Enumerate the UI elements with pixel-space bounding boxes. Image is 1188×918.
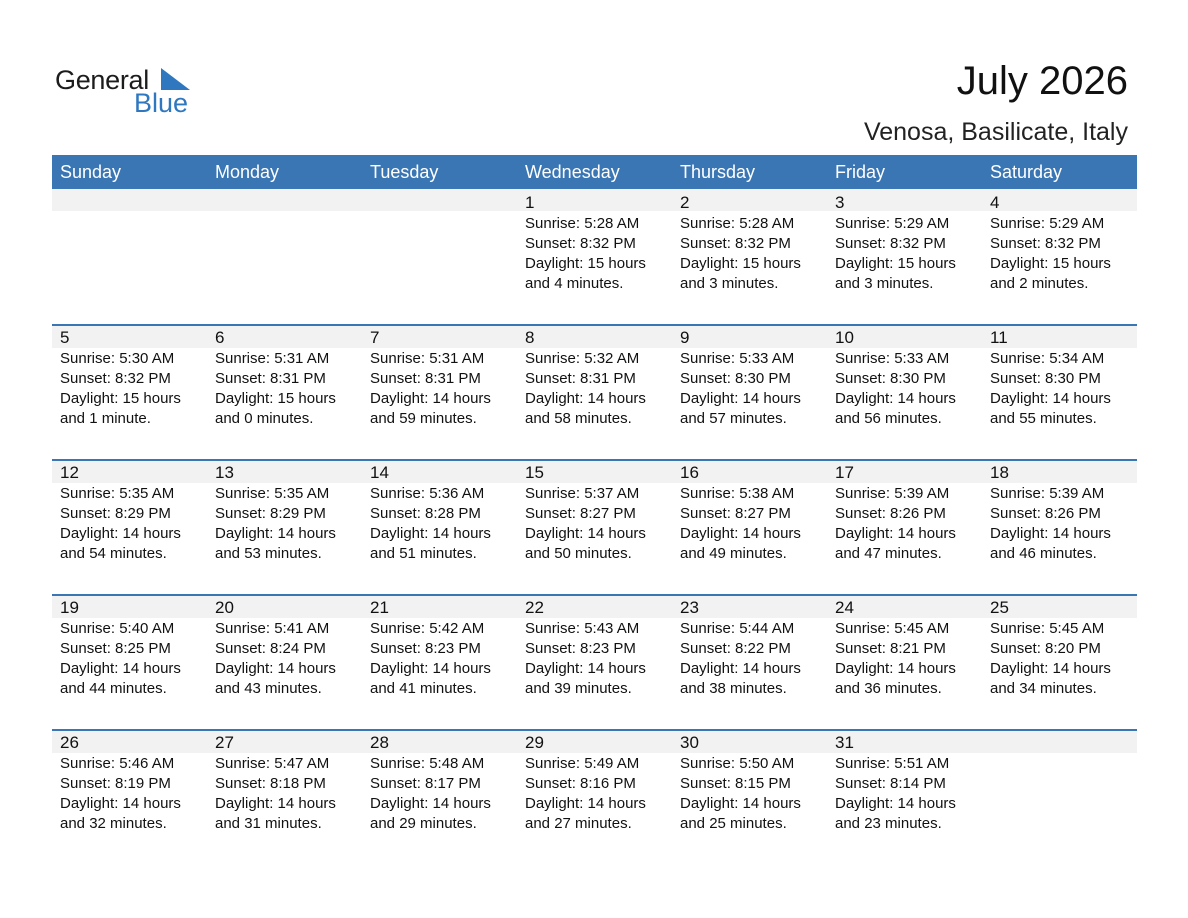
day-cell: [362, 324, 517, 459]
daylight-text: Daylight: 15 hours: [835, 255, 956, 272]
daylight-minutes-text: and 36 minutes.: [835, 680, 942, 697]
day-cell: [517, 594, 672, 729]
weekday-friday: Friday: [835, 162, 886, 182]
day-number: 30: [680, 733, 699, 752]
calendar-location: Venosa, Basilicate, Italy: [863, 118, 1128, 146]
day-sun-info: [835, 754, 956, 834]
sunset-text: Sunset: 8:31 PM: [525, 370, 636, 387]
day-cell: [517, 729, 672, 864]
sunrise-text: Sunrise: 5:38 AM: [680, 485, 795, 502]
sunset-text: Sunset: 8:15 PM: [680, 775, 791, 792]
day-number: 10: [835, 328, 854, 347]
day-number: 11: [990, 328, 1008, 347]
sunrise-text: Sunrise: 5:42 AM: [370, 620, 485, 637]
day-cell: [982, 594, 1137, 729]
daylight-text: Daylight: 14 hours: [835, 390, 956, 407]
daylight-text: Daylight: 14 hours: [60, 525, 181, 542]
day-sun-info: [525, 619, 646, 699]
sunset-text: Sunset: 8:16 PM: [525, 775, 636, 792]
day-number: 26: [60, 733, 79, 752]
day-cell: [982, 189, 1137, 324]
daylight-text: Daylight: 14 hours: [990, 660, 1111, 677]
day-number: 24: [835, 598, 854, 617]
daylight-text: Daylight: 14 hours: [680, 525, 801, 542]
day-number: 17: [835, 463, 854, 482]
sunset-text: Sunset: 8:21 PM: [835, 640, 946, 657]
daylight-minutes-text: and 29 minutes.: [370, 815, 477, 832]
sunset-text: Sunset: 8:17 PM: [370, 775, 481, 792]
daylight-text: Daylight: 14 hours: [215, 795, 336, 812]
day-number: 1: [525, 193, 535, 212]
sunset-text: Sunset: 8:32 PM: [680, 235, 791, 252]
day-sun-info: [835, 214, 956, 294]
day-sun-info: [525, 754, 646, 834]
sunrise-text: Sunrise: 5:43 AM: [525, 620, 640, 637]
daylight-minutes-text: and 4 minutes.: [525, 275, 624, 292]
day-number: 21: [370, 598, 389, 617]
day-number: 5: [60, 328, 70, 347]
day-number: 25: [990, 598, 1009, 617]
daylight-minutes-text: and 41 minutes.: [370, 680, 477, 697]
daylight-text: Daylight: 15 hours: [215, 390, 336, 407]
sunset-text: Sunset: 8:27 PM: [680, 505, 791, 522]
daylight-text: Daylight: 14 hours: [215, 525, 336, 542]
day-cell: [52, 459, 207, 594]
sunrise-text: Sunrise: 5:31 AM: [215, 350, 330, 367]
day-number: 15: [525, 463, 544, 482]
day-cell: [672, 459, 827, 594]
daylight-text: Daylight: 14 hours: [370, 660, 491, 677]
sunset-text: Sunset: 8:26 PM: [835, 505, 946, 522]
day-number: 14: [370, 463, 389, 482]
sunrise-text: Sunrise: 5:45 AM: [990, 620, 1105, 637]
daylight-minutes-text: and 53 minutes.: [215, 545, 322, 562]
sunset-text: Sunset: 8:22 PM: [680, 640, 791, 657]
sunset-text: Sunset: 8:32 PM: [60, 370, 171, 387]
day-sun-info: [990, 619, 1111, 699]
daylight-text: Daylight: 14 hours: [990, 525, 1111, 542]
day-number: 20: [215, 598, 234, 617]
daylight-text: Daylight: 14 hours: [680, 660, 801, 677]
daylight-minutes-text: and 25 minutes.: [680, 815, 787, 832]
daylight-minutes-text: and 39 minutes.: [525, 680, 632, 697]
sunrise-text: Sunrise: 5:39 AM: [990, 485, 1105, 502]
day-number: 12: [60, 463, 79, 482]
day-number: 19: [60, 598, 79, 617]
daylight-text: Daylight: 14 hours: [680, 390, 801, 407]
day-cell: [827, 459, 982, 594]
sunset-text: Sunset: 8:32 PM: [990, 235, 1101, 252]
sunrise-text: Sunrise: 5:31 AM: [370, 350, 485, 367]
day-number: 2: [680, 193, 690, 212]
day-cell: [672, 594, 827, 729]
daylight-text: Daylight: 14 hours: [835, 795, 956, 812]
daylight-minutes-text: and 47 minutes.: [835, 545, 942, 562]
weekday-wednesday: Wednesday: [525, 162, 620, 182]
daylight-text: Daylight: 15 hours: [60, 390, 181, 407]
daylight-minutes-text: and 2 minutes.: [990, 275, 1089, 292]
sunrise-text: Sunrise: 5:39 AM: [835, 485, 950, 502]
day-cell: [827, 324, 982, 459]
sunrise-text: Sunrise: 5:35 AM: [215, 485, 330, 502]
daylight-minutes-text: and 51 minutes.: [370, 545, 477, 562]
day-cell: [827, 729, 982, 864]
day-cell: [827, 189, 982, 324]
sunset-text: Sunset: 8:32 PM: [835, 235, 946, 252]
daylight-minutes-text: and 3 minutes.: [680, 275, 779, 292]
daylight-text: Daylight: 14 hours: [525, 795, 646, 812]
daylight-minutes-text: and 23 minutes.: [835, 815, 942, 832]
sunset-text: Sunset: 8:25 PM: [60, 640, 171, 657]
daylight-text: Daylight: 14 hours: [370, 525, 491, 542]
sunset-text: Sunset: 8:31 PM: [370, 370, 481, 387]
sunrise-text: Sunrise: 5:48 AM: [370, 755, 485, 772]
day-cell: [517, 459, 672, 594]
logo-general-text: General: [55, 65, 149, 95]
day-sun-info: [835, 349, 956, 429]
daylight-minutes-text: and 32 minutes.: [60, 815, 167, 832]
day-cell: [517, 324, 672, 459]
sunset-text: Sunset: 8:30 PM: [680, 370, 791, 387]
sunrise-text: Sunrise: 5:36 AM: [370, 485, 485, 502]
day-sun-info: [525, 349, 646, 429]
sunrise-text: Sunrise: 5:51 AM: [835, 755, 950, 772]
logo-triangle-icon: [161, 68, 191, 90]
day-number: 27: [215, 733, 234, 752]
daylight-minutes-text: and 38 minutes.: [680, 680, 787, 697]
sunrise-text: Sunrise: 5:29 AM: [990, 215, 1105, 232]
day-number: 4: [990, 193, 1000, 212]
day-sun-info: [60, 349, 181, 429]
sunset-text: Sunset: 8:29 PM: [215, 505, 326, 522]
day-sun-info: [990, 214, 1111, 294]
daylight-text: Daylight: 14 hours: [835, 660, 956, 677]
sunrise-text: Sunrise: 5:33 AM: [835, 350, 950, 367]
sunset-text: Sunset: 8:23 PM: [370, 640, 481, 657]
day-sun-info: [215, 754, 336, 834]
daylight-minutes-text: and 27 minutes.: [525, 815, 632, 832]
weekday-saturday: Saturday: [990, 162, 1063, 182]
day-number: 28: [370, 733, 389, 752]
sunrise-text: Sunrise: 5:37 AM: [525, 485, 640, 502]
sunrise-text: Sunrise: 5:47 AM: [215, 755, 330, 772]
day-sun-info: [680, 214, 801, 294]
daylight-minutes-text: and 34 minutes.: [990, 680, 1097, 697]
sunrise-text: Sunrise: 5:46 AM: [60, 755, 175, 772]
day-number: 31: [835, 733, 854, 752]
daylight-minutes-text: and 0 minutes.: [215, 410, 314, 427]
daylight-text: Daylight: 14 hours: [835, 525, 956, 542]
day-sun-info: [60, 484, 181, 564]
sunset-text: Sunset: 8:19 PM: [60, 775, 171, 792]
daylight-text: Daylight: 14 hours: [525, 390, 646, 407]
week-row: [52, 189, 1137, 324]
daylight-minutes-text: and 57 minutes.: [680, 410, 787, 427]
day-cell: [207, 459, 362, 594]
sunset-text: Sunset: 8:29 PM: [60, 505, 171, 522]
sunset-text: Sunset: 8:30 PM: [835, 370, 946, 387]
day-cell: [362, 594, 517, 729]
day-sun-info: [60, 619, 181, 699]
day-sun-info: [370, 484, 491, 564]
day-sun-info: [215, 484, 336, 564]
sunset-text: Sunset: 8:30 PM: [990, 370, 1101, 387]
day-number: 7: [370, 328, 380, 347]
day-sun-info: [835, 619, 956, 699]
day-sun-info: [680, 349, 801, 429]
daylight-text: Daylight: 14 hours: [60, 795, 181, 812]
day-cell: [207, 729, 362, 864]
sunrise-text: Sunrise: 5:35 AM: [60, 485, 175, 502]
day-cell: [207, 324, 362, 459]
week-row: [52, 459, 1137, 594]
logo: [55, 64, 215, 120]
day-number: 22: [525, 598, 544, 617]
day-cell: [517, 189, 672, 324]
daylight-minutes-text: and 58 minutes.: [525, 410, 632, 427]
sunrise-text: Sunrise: 5:32 AM: [525, 350, 640, 367]
day-cell: [52, 729, 207, 864]
weekday-monday: Monday: [215, 162, 280, 182]
daylight-text: Daylight: 14 hours: [525, 525, 646, 542]
daylight-text: Daylight: 14 hours: [215, 660, 336, 677]
day-cell: [207, 594, 362, 729]
sunset-text: Sunset: 8:23 PM: [525, 640, 636, 657]
day-number: 23: [680, 598, 699, 617]
daylight-minutes-text: and 56 minutes.: [835, 410, 942, 427]
daylight-text: Daylight: 14 hours: [525, 660, 646, 677]
daylight-minutes-text: and 49 minutes.: [680, 545, 787, 562]
daylight-text: Daylight: 14 hours: [60, 660, 181, 677]
sunrise-text: Sunrise: 5:33 AM: [680, 350, 795, 367]
day-number: 13: [215, 463, 234, 482]
daylight-minutes-text: and 44 minutes.: [60, 680, 167, 697]
day-number: 9: [680, 328, 690, 347]
day-sun-info: [680, 754, 801, 834]
daylight-text: Daylight: 14 hours: [370, 390, 491, 407]
day-number: 8: [525, 328, 535, 347]
daylight-minutes-text: and 43 minutes.: [215, 680, 322, 697]
sunrise-text: Sunrise: 5:34 AM: [990, 350, 1105, 367]
day-sun-info: [60, 754, 181, 834]
logo-blue-text: Blue: [134, 88, 189, 118]
day-cell: [672, 189, 827, 324]
week-row: [52, 729, 1137, 864]
daylight-text: Daylight: 15 hours: [525, 255, 646, 272]
day-cell: [362, 459, 517, 594]
daylight-minutes-text: and 50 minutes.: [525, 545, 632, 562]
day-sun-info: [525, 484, 646, 564]
sunset-text: Sunset: 8:27 PM: [525, 505, 636, 522]
day-cell: [52, 594, 207, 729]
weekday-thursday: Thursday: [680, 162, 756, 182]
daylight-minutes-text: and 59 minutes.: [370, 410, 477, 427]
day-number: 16: [680, 463, 699, 482]
sunset-text: Sunset: 8:26 PM: [990, 505, 1101, 522]
day-sun-info: [215, 619, 336, 699]
sunrise-text: Sunrise: 5:41 AM: [215, 620, 330, 637]
day-number: 6: [215, 328, 225, 347]
day-cell: [982, 459, 1137, 594]
sunset-text: Sunset: 8:32 PM: [525, 235, 636, 252]
day-sun-info: [370, 349, 491, 429]
sunset-text: Sunset: 8:14 PM: [835, 775, 946, 792]
day-sun-info: [525, 214, 646, 294]
daylight-minutes-text: and 46 minutes.: [990, 545, 1097, 562]
day-sun-info: [680, 619, 801, 699]
weekday-header: [52, 155, 1137, 189]
day-sun-info: [990, 484, 1111, 564]
week-row: [52, 594, 1137, 729]
sunset-text: Sunset: 8:24 PM: [215, 640, 326, 657]
sunset-text: Sunset: 8:18 PM: [215, 775, 326, 792]
day-number: 18: [990, 463, 1009, 482]
daylight-minutes-text: and 31 minutes.: [215, 815, 322, 832]
weekday-tuesday: Tuesday: [370, 162, 439, 182]
daylight-minutes-text: and 55 minutes.: [990, 410, 1097, 427]
calendar-title: July 2026: [956, 59, 1128, 103]
day-number: 29: [525, 733, 544, 752]
day-number: 3: [835, 193, 845, 212]
sunrise-text: Sunrise: 5:28 AM: [680, 215, 795, 232]
sunrise-text: Sunrise: 5:44 AM: [680, 620, 795, 637]
day-sun-info: [370, 619, 491, 699]
daylight-text: Daylight: 15 hours: [990, 255, 1111, 272]
daylight-text: Daylight: 14 hours: [680, 795, 801, 812]
daylight-text: Daylight: 15 hours: [680, 255, 801, 272]
day-sun-info: [215, 349, 336, 429]
day-cell: [672, 324, 827, 459]
daylight-text: Daylight: 14 hours: [990, 390, 1111, 407]
sunrise-text: Sunrise: 5:29 AM: [835, 215, 950, 232]
day-cell: [982, 324, 1137, 459]
daylight-text: Daylight: 14 hours: [370, 795, 491, 812]
day-sun-info: [370, 754, 491, 834]
day-cell: [827, 594, 982, 729]
daylight-minutes-text: and 54 minutes.: [60, 545, 167, 562]
day-sun-info: [990, 349, 1111, 429]
sunrise-text: Sunrise: 5:49 AM: [525, 755, 640, 772]
weekday-sunday: Sunday: [60, 162, 122, 182]
sunset-text: Sunset: 8:20 PM: [990, 640, 1101, 657]
day-sun-info: [680, 484, 801, 564]
day-cell: [362, 729, 517, 864]
sunrise-text: Sunrise: 5:40 AM: [60, 620, 175, 637]
day-sun-info: [835, 484, 956, 564]
sunrise-text: Sunrise: 5:50 AM: [680, 755, 795, 772]
day-cell: [52, 324, 207, 459]
sunrise-text: Sunrise: 5:45 AM: [835, 620, 950, 637]
daylight-minutes-text: and 3 minutes.: [835, 275, 934, 292]
sunrise-text: Sunrise: 5:28 AM: [525, 215, 640, 232]
daylight-minutes-text: and 1 minute.: [60, 410, 151, 427]
sunrise-text: Sunrise: 5:30 AM: [60, 350, 175, 367]
sunset-text: Sunset: 8:28 PM: [370, 505, 481, 522]
sunset-text: Sunset: 8:31 PM: [215, 370, 326, 387]
day-cell: [672, 729, 827, 864]
week-row: [52, 324, 1137, 459]
